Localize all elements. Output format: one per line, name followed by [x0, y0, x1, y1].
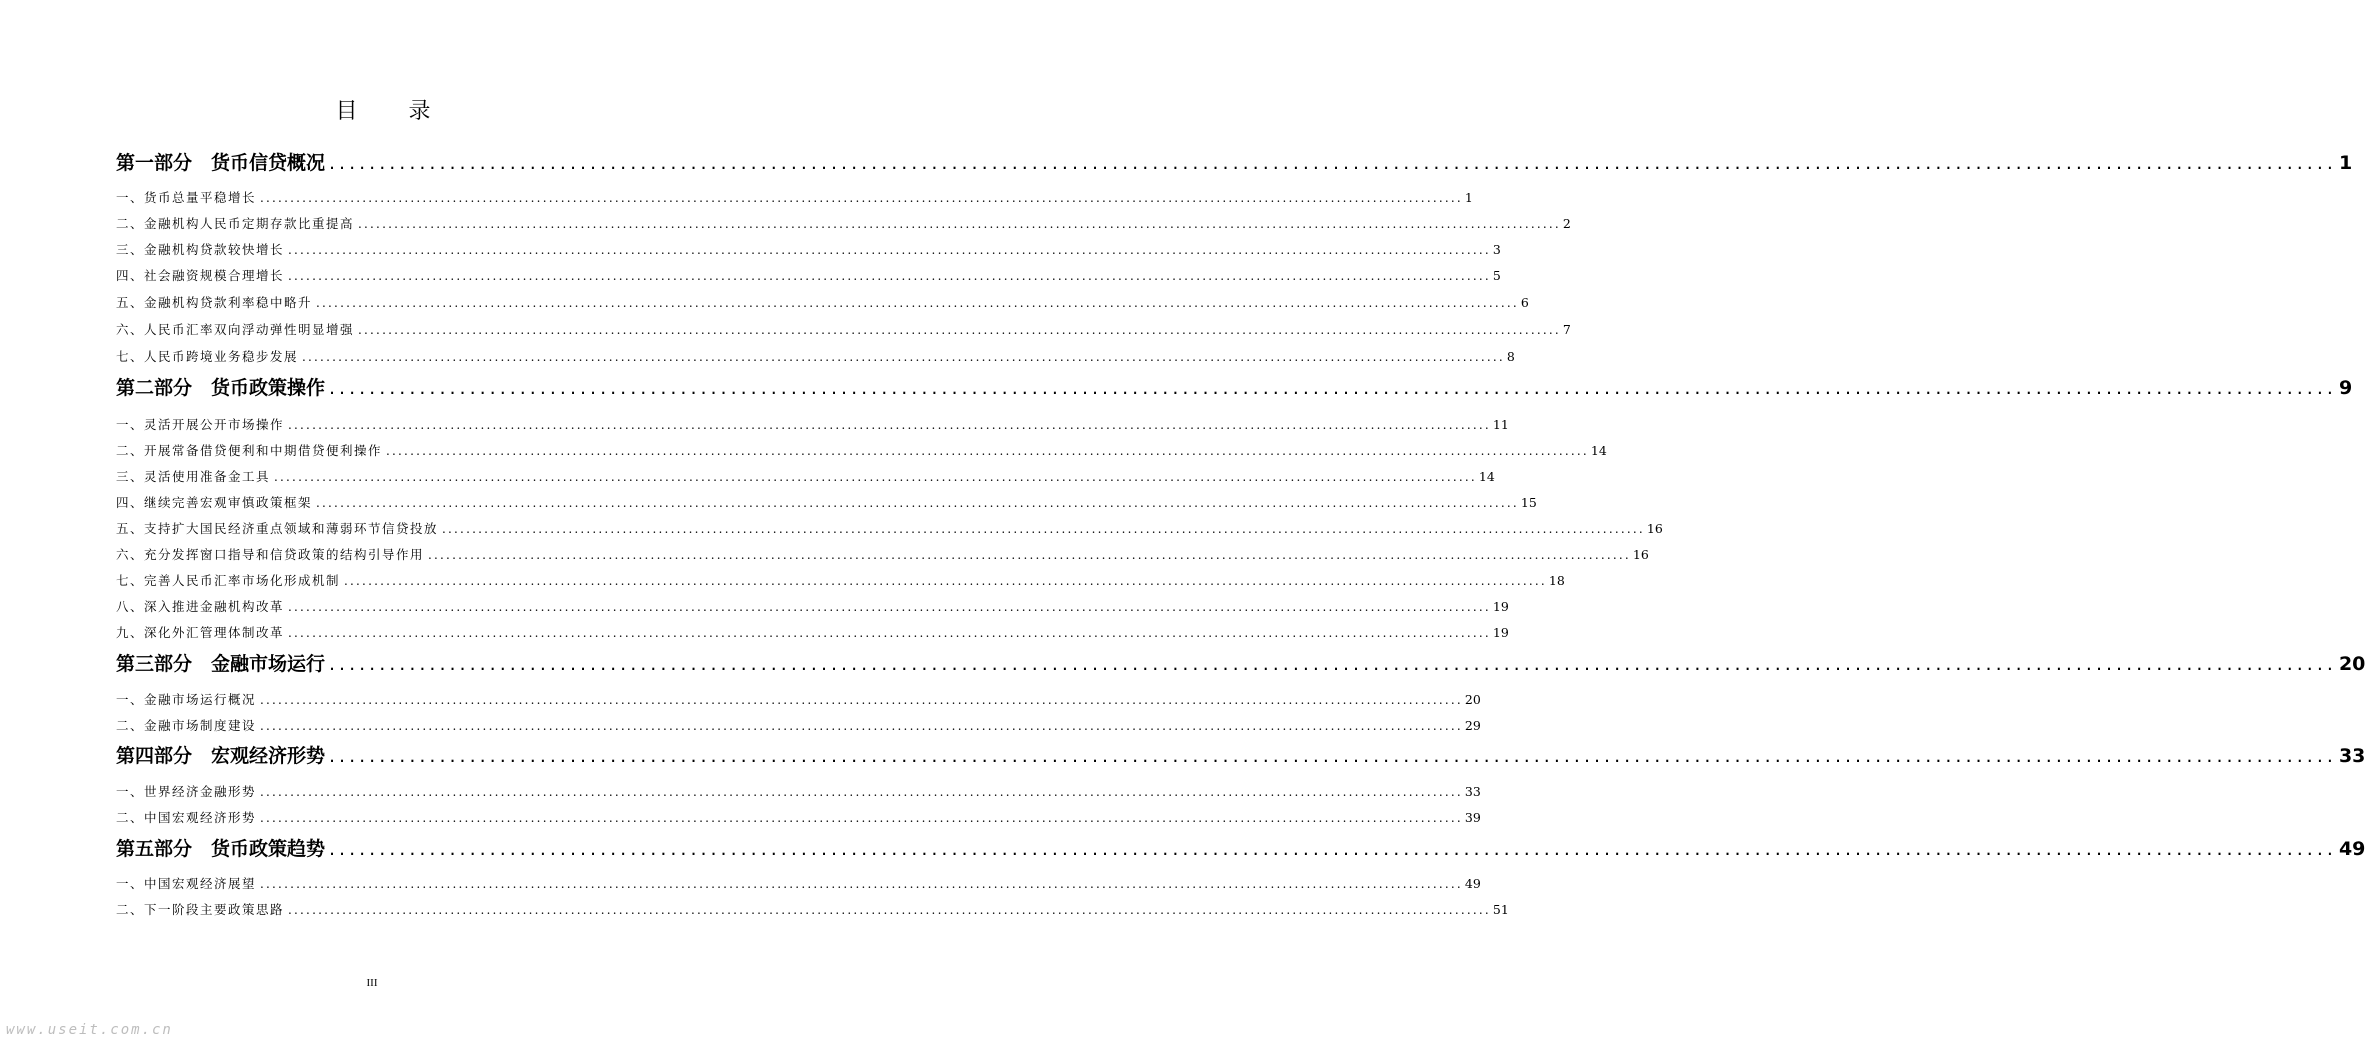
toc-entry-page: 15 — [1520, 495, 1537, 510]
dot-leader: ........................................................................................................................................................................................................ — [442, 522, 1645, 536]
toc-entry-label: 八、深入推进金融机构改革 — [116, 599, 285, 614]
toc-entry-page: 20 — [2338, 653, 2365, 675]
toc-entry-label: 第三部分 金融市场运行 — [116, 653, 326, 675]
toc-entry-page: 33 — [2338, 745, 2365, 767]
toc-entry-label: 一、金融市场运行概况 — [116, 692, 257, 707]
dot-leader: ........................................................................................................................................................................................................ — [260, 877, 1463, 891]
toc-entry-page: 49 — [2338, 838, 2365, 860]
toc-section-entry — [116, 716, 1481, 734]
dot-leader: ........................................................................................................................................................................................................ — [358, 323, 1561, 337]
toc-entry-page: 11 — [1492, 417, 1509, 432]
dot-leader: ........................................................................................................................................................................................................ — [260, 191, 1463, 205]
toc-section-entry — [116, 623, 1509, 641]
toc-entry-label: 二、金融市场制度建设 — [116, 718, 257, 733]
dot-leader: ........................................................................................................................................................................................................ — [316, 296, 1519, 310]
toc-section-entry — [116, 597, 1509, 615]
toc-entry-label: 五、金融机构贷款利率稳中略升 — [116, 295, 313, 310]
dot-leader: ........................................................................................................................................................................................................ — [316, 496, 1519, 510]
toc-entry-label: 一、中国宏观经济展望 — [116, 876, 257, 891]
dot-leader: ........................................................................................................................................................................................................ — [428, 548, 1631, 562]
toc-entry-page: 16 — [1646, 521, 1663, 536]
toc-part-entry — [116, 834, 2365, 861]
toc-entry-label: 二、开展常备借贷便利和中期借贷便利操作 — [116, 443, 383, 458]
dot-leader: ........................................................................................................................................................................................................ — [329, 377, 2337, 399]
dot-leader: ........................................................................................................................................................................................................ — [288, 269, 1491, 283]
page-folio: III — [366, 977, 378, 989]
toc-section-entry — [116, 690, 1481, 708]
dot-leader: ........................................................................................................................................................................................................ — [288, 626, 1491, 640]
dot-leader: ........................................................................................................................................................................................................ — [358, 217, 1561, 231]
toc-part-entry — [116, 148, 2353, 175]
toc-entry-page: 33 — [1464, 784, 1481, 799]
toc-entry-page: 19 — [1492, 599, 1509, 614]
toc-entry-page: 39 — [1464, 810, 1481, 825]
toc-entry-label: 第四部分 宏观经济形势 — [116, 745, 326, 767]
toc-section-entry — [116, 519, 1663, 537]
toc-entry-label: 一、灵活开展公开市场操作 — [116, 417, 285, 432]
toc-section-entry — [116, 240, 1501, 258]
toc-entry-page: 14 — [1478, 469, 1495, 484]
toc-entry-page: 6 — [1520, 295, 1529, 310]
toc-entry-label: 第一部分 货币信贷概况 — [116, 152, 326, 174]
toc-entry-label: 二、中国宏观经济形势 — [116, 810, 257, 825]
toc-entry-label: 四、继续完善宏观审慎政策框架 — [116, 495, 313, 510]
dot-leader: ........................................................................................................................................................................................................ — [260, 811, 1463, 825]
toc-section-entry — [116, 782, 1481, 800]
toc-part-entry — [116, 741, 2365, 768]
dot-leader: ........................................................................................................................................................................................................ — [260, 785, 1463, 799]
toc-section-entry — [116, 900, 1509, 918]
toc-entry-page: 7 — [1562, 322, 1571, 337]
toc-entry-page: 2 — [1562, 216, 1571, 231]
toc-entry-label: 第五部分 货币政策趋势 — [116, 838, 326, 860]
toc-entry-label: 七、人民币跨境业务稳步发展 — [116, 349, 299, 364]
toc-entry-label: 六、人民币汇率双向浮动弹性明显增强 — [116, 322, 355, 337]
dot-leader: ........................................................................................................................................................................................................ — [329, 152, 2337, 174]
toc-section-entry — [116, 188, 1473, 206]
toc-section-entry — [116, 467, 1495, 485]
toc-section-entry — [116, 293, 1529, 311]
dot-leader: ........................................................................................................................................................................................................ — [329, 838, 2337, 860]
toc-entry-label: 六、充分发挥窗口指导和信贷政策的结构引导作用 — [116, 547, 425, 562]
dot-leader: ........................................................................................................................................................................................................ — [288, 903, 1491, 917]
toc-part-entry — [116, 373, 2353, 400]
toc-entry-page: 29 — [1464, 718, 1481, 733]
toc-section-entry — [116, 415, 1509, 433]
toc-entry-page: 20 — [1464, 692, 1481, 707]
dot-leader: ........................................................................................................................................................................................................ — [288, 600, 1491, 614]
toc-section-entry — [116, 493, 1537, 511]
toc-section-entry — [116, 545, 1649, 563]
toc-entry-label: 九、深化外汇管理体制改革 — [116, 625, 285, 640]
toc-section-entry — [116, 214, 1571, 232]
toc-section-entry — [116, 347, 1515, 365]
toc-entry-label: 七、完善人民币汇率市场化形成机制 — [116, 573, 341, 588]
page-title: 目 录 — [335, 99, 453, 124]
watermark: www.useit.com.cn — [6, 1022, 173, 1038]
toc-entry-label: 三、灵活使用准备金工具 — [116, 469, 271, 484]
toc-entry-label: 第二部分 货币政策操作 — [116, 377, 326, 399]
toc-entry-label: 一、货币总量平稳增长 — [116, 190, 257, 205]
toc-entry-page: 18 — [1548, 573, 1565, 588]
dot-leader: ........................................................................................................................................................................................................ — [288, 243, 1491, 257]
toc-entry-page: 16 — [1632, 547, 1649, 562]
toc-entry-page: 1 — [2338, 152, 2353, 174]
toc-section-entry — [116, 874, 1481, 892]
dot-leader: ........................................................................................................................................................................................................ — [329, 745, 2337, 767]
toc-entry-page: 49 — [1464, 876, 1481, 891]
toc-section-entry — [116, 808, 1481, 826]
toc-entry-label: 二、下一阶段主要政策思路 — [116, 902, 285, 917]
dot-leader: ........................................................................................................................................................................................................ — [302, 350, 1505, 364]
dot-leader: ........................................................................................................................................................................................................ — [344, 574, 1547, 588]
toc-section-entry — [116, 571, 1565, 589]
toc-section-entry — [116, 320, 1571, 338]
dot-leader: ........................................................................................................................................................................................................ — [274, 470, 1477, 484]
toc-entry-label: 四、社会融资规模合理增长 — [116, 268, 285, 283]
toc-entry-page: 51 — [1492, 902, 1509, 917]
toc-entry-page: 8 — [1506, 349, 1515, 364]
toc-entry-page: 9 — [2338, 377, 2353, 399]
toc-section-entry — [116, 441, 1607, 459]
dot-leader: ........................................................................................................................................................................................................ — [386, 444, 1589, 458]
toc-entry-page: 14 — [1590, 443, 1607, 458]
dot-leader: ........................................................................................................................................................................................................ — [260, 719, 1463, 733]
toc-entry-label: 二、金融机构人民币定期存款比重提高 — [116, 216, 355, 231]
dot-leader: ........................................................................................................................................................................................................ — [288, 418, 1491, 432]
toc-entry-page: 5 — [1492, 268, 1501, 283]
toc-entry-page: 19 — [1492, 625, 1509, 640]
dot-leader: ........................................................................................................................................................................................................ — [260, 693, 1463, 707]
toc-part-entry — [116, 649, 2365, 676]
toc-entry-label: 三、金融机构贷款较快增长 — [116, 242, 285, 257]
dot-leader: ........................................................................................................................................................................................................ — [329, 653, 2337, 675]
toc-entry-label: 五、支持扩大国民经济重点领域和薄弱环节信贷投放 — [116, 521, 439, 536]
toc-entry-label: 一、世界经济金融形势 — [116, 784, 257, 799]
toc-entry-page: 3 — [1492, 242, 1501, 257]
toc-section-entry — [116, 266, 1501, 284]
toc-entry-page: 1 — [1464, 190, 1473, 205]
